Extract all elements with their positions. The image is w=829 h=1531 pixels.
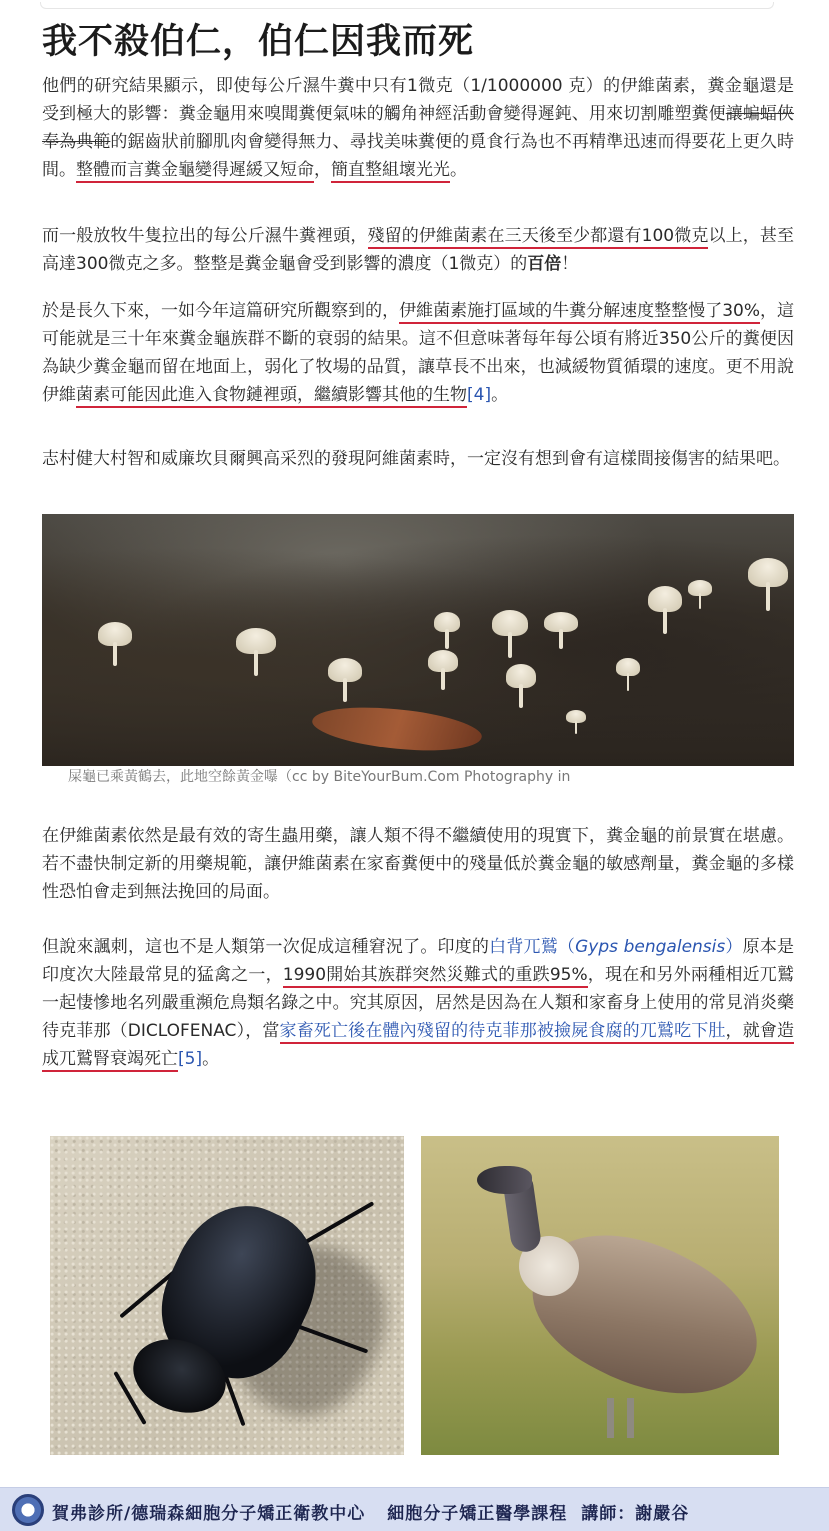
mushroom-dung-photo [42,514,794,766]
dung-beetle-photo [50,1136,404,1455]
scientific-name[interactable]: Gyps bengalensis [575,937,726,957]
top-edge [0,0,829,14]
reference-link[interactable]: [4] [467,385,492,405]
paragraph-4: 志村健大村智和威廉坎貝爾興高采烈的發現阿維菌素時，一定沒有想到會有這樣間接傷害的結果吧。 [42,449,790,469]
mushroom-shape [328,658,362,698]
article-title: 我不殺伯仁，伯仁因我而死 [42,22,475,62]
diclofenac-link[interactable]: 家畜死亡後在體內殘留的待克菲那被撿屍食腐的兀鷲吃下肚 [280,1021,726,1044]
strikethrough-text: 讓蝙蝠俠奉為典範 [42,104,795,152]
reference-link[interactable]: [5] [178,1049,203,1069]
paragraph-2: 而一般放牧牛隻拉出的每公斤濕牛糞裡頭，殘留的伊維菌素在三天後至少都還有100微克以上，甚至高達300微克之多。整整是糞金龜會受到影響的濃度（1微克）的百倍！ [42,226,795,274]
mushroom-shape [236,628,276,672]
photo-caption: 屎龜已乘黃鶴去，此地空餘黃金嚗（cc by BiteYourBum.Com Photography in [68,769,571,785]
mushroom-shape [748,558,788,606]
mushroom-shape [688,580,712,606]
highlight-underline: 菌素可能因此進入食物鏈裡頭，繼續影響其他的生物 [76,385,467,408]
paragraph-3: 於是長久下來，一如今年這篇研究所觀察到的，伊維菌素施打區域的牛糞分解速度整整慢了30%，這可能就是三十年來糞金龜族群不斷的衰弱的結果。這不但意味著每年每公頃有將近350公斤的糞便因為缺少糞金龜而留在地面上，弱化了牧場的品質，讓草長不出來，也減緩物質循環的速度。更不用說伊維菌素可能因此進入食物鏈裡頭，繼續影響其他的生物[4]。 [42,297,794,409]
footer-course: 細胞分子矯正醫學課程 [387,1504,568,1524]
mushroom-shape [566,710,586,732]
mushroom-shape [428,650,458,686]
mushroom-shape [648,586,682,630]
paragraph-5: 在伊維菌素依然是最有效的寄生蟲用藥，讓人類不得不繼續使用的現實下，糞金龜的前景實在堪慮。若不盡快制定新的用藥規範，讓伊維菌素在家畜糞便中的殘量低於糞金龜的敏感劑量，糞金龜的多樣性恐怕會走到無法挽回的局面。 [42,826,794,902]
mushroom-shape [492,610,528,654]
white-backed-vulture-photo [421,1136,779,1455]
highlight-underline: 1990開始其族群突然災難式的重跌95% [283,965,588,988]
paragraph-6: 但說來諷刺，這也不是人類第一次促成這種窘況了。印度的白背兀鷲（Gyps bengalensis）原本是印度次大陸最常見的猛禽之一，1990開始其族群突然災難式的重跌95%，現在和另外兩種相近兀鷲一起悽慘地名列嚴重瀕危鳥類名錄之中。究其原因，居然是因為在人類和家畜身上使用的常見消炎藥待克菲那（DICLOFENAC），當家畜死亡後在體內殘留的待克菲那被撿屍食腐的兀鷲吃下肚，就會造成兀鷲腎衰竭死亡[5]。 [42,933,794,1073]
highlight-underline: 伊維菌素施打區域的牛糞分解速度整整慢了30% [399,301,760,324]
mushroom-shape [98,622,132,662]
leaf-shape [310,697,484,760]
mushroom-shape [434,612,460,646]
mushroom-shape [506,664,536,704]
highlight-underline: 簡直整組壞光光 [331,160,450,183]
highlight-underline: 就會造成兀鷲腎衰竭死亡 [42,1021,794,1072]
mushroom-shape [544,612,578,646]
footer-lecturer: 講師：謝嚴谷 [581,1504,690,1524]
footer-text [52,1499,689,1524]
highlight-underline: 整體而言糞金龜變得遲緩又短命 [76,160,314,183]
bold-text: 百倍 [527,254,562,274]
footer-banner [0,1487,829,1531]
vulture-link[interactable]: 白背兀鷲 [489,937,558,957]
vulture-body-shape [512,1200,779,1432]
footer-org: 賀弗診所/德瑞森細胞分子矯正衛教中心 [52,1504,366,1524]
highlight-underline: 殘留的伊維菌素在三天後至少都還有100微克 [368,226,709,249]
clinic-logo-icon [12,1494,44,1526]
paragraph-1: 他們的研究結果顯示，即使每公斤濕牛糞中只有1微克（1/1000000 克）的伊維菌素，糞金龜還是受到極大的影響：糞金龜用來嗅聞糞便氣味的觸角神經活動會變得遲鈍、用來切割雕塑糞便讓蝙蝠俠奉為典範的鋸齒狀前腳肌肉會變得無力、尋找美味糞便的覓食行為也不再精準迅速而得要花上更久時間。整體而言糞金龜變得遲緩又短命，簡直整組壞光光。 [42,72,794,184]
vulture-head-shape [477,1166,532,1194]
mushroom-shape [616,658,640,688]
